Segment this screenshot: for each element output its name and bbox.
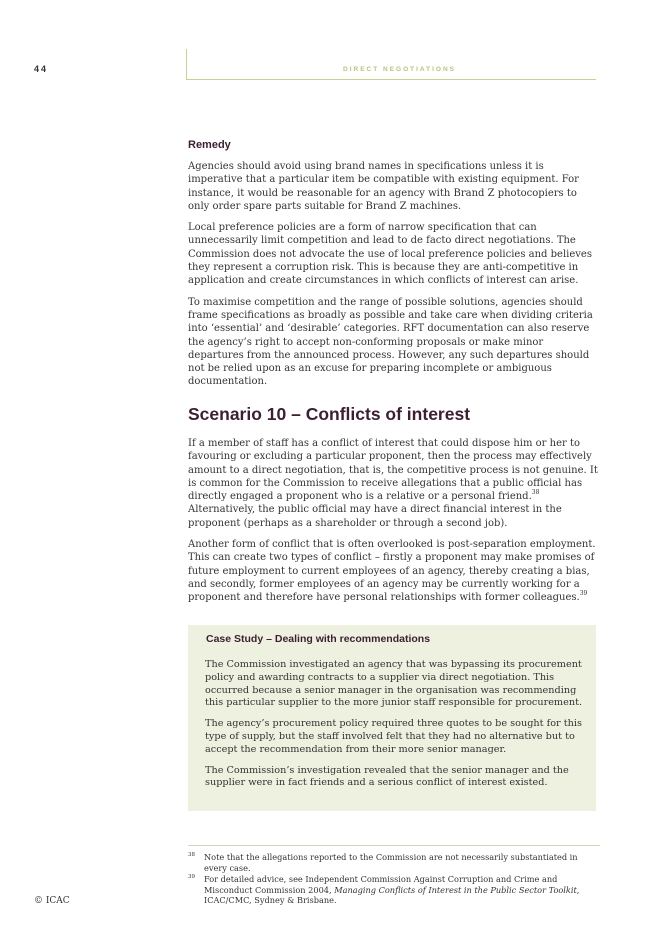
footnote-ref-38: 38 [531, 489, 540, 497]
scenario-paragraph-2-text: Another form of conflict that is often overlooked is post-separation employment. This can create two types of conflict – firstly a proponent may make promises of future employment to current employees of an agency, thereby creating a bias, and secondly, former employees of an agency may be currently working for a proponent and therefore have personal relationships with former colleagues. [188, 539, 596, 604]
footnote-38-text: Note that the allegations reported to the Commission are not necessarily substantiated in every case. [204, 852, 578, 873]
remedy-paragraph-2: Local preference policies are a form of narrow specification that can unnecessarily limit competition and lead to de facto direct negotiations. The Commission does not advocate the use of local preference policies and believes they represent a corruption risk. This is because they are anti-competitive in application and create circumstances in which conflicts of interest can arise. [188, 222, 592, 287]
case-study-body [205, 659, 590, 790]
remedy-paragraph-1: Agencies should avoid using brand names in specifications unless it is imperative that a particular item be compatible with existing equipment. For instance, it would be reasonable for an agency with Brand Z photocopiers to only order spare parts suitable for Brand Z machines. [188, 161, 579, 212]
footnote-39 [188, 874, 600, 906]
remedy-section [188, 160, 600, 389]
page-number: 44 [34, 64, 49, 74]
footnote-39-number: 39 [188, 874, 195, 880]
running-title: DIRECT NEGOTIATIONS [343, 66, 456, 73]
footnote-39-text-b: , ICAC/CMC, Sydney & Brisbane. [204, 884, 580, 905]
footnote-38-number: 38 [188, 852, 195, 858]
footnote-rule [188, 845, 600, 846]
footnote-ref-39: 39 [579, 590, 588, 598]
copyright: © ICAC [34, 896, 70, 906]
remedy-heading: Remedy [188, 139, 231, 151]
scenario-paragraph-1 [188, 437, 600, 530]
scenario-section [188, 437, 600, 605]
case-study-paragraph-1: The Commission investigated an agency that was bypassing its procurement policy and awarding contracts to a supplier via direct negotiation. This occurred because a senior manager in the organisation was recommending this particular supplier to the more junior staff responsible for procurement. [205, 659, 583, 709]
header-rule [187, 79, 596, 80]
remedy-paragraph-3: To maximise competition and the range of possible solutions, agencies should frame specifications as broadly as possible and take care when dividing criteria into ‘essential’ and ‘desirable’ categories. RFT documentation can also reserve the agency’s right to accept non-conforming proposals or make minor departures from the announced process. However, any such departures should not be relied upon as an excuse for preparing incomplete or ambiguous documentation. [188, 296, 593, 388]
footnote-39-text [204, 874, 600, 906]
footnote-39-text-a: For detailed advice, see Independent Commission Against Corruption and Crime and Misconduct Commission 2004, [204, 874, 558, 895]
case-study-paragraph-3: The Commission’s investigation revealed that the senior manager and the supplier were in fact friends and a serious conflict of interest existed. [205, 764, 569, 789]
scenario-heading: Scenario 10 – Conflicts of interest [188, 404, 471, 424]
case-study-paragraph-2: The agency’s procurement policy required three quotes to be sought for this type of supply, but the staff involved felt that they had no alternative but to accept the recommendation from their more senior manager. [205, 718, 582, 755]
scenario-paragraph-1-text: If a member of staff has a conflict of interest that could dispose him or her to favouring or excluding a particular proponent, then the process may effectively amount to a direct negotiation, that is, the competitive process is not genuine. It is common for the Commission to receive allegations that a public official has directly engaged a proponent who is a relative or a personal friend. [188, 438, 598, 503]
scenario-paragraph-1-text-cont: Alternatively, the public official may have a direct financial interest in the proponent (perhaps as a shareholder or through a second job). [188, 504, 562, 529]
footnote-39-title: Managing Conflicts of Interest in the Public Sector Toolkit [334, 884, 577, 895]
header-rule-vertical [186, 49, 187, 80]
footnote-38 [188, 852, 600, 873]
case-study-heading: Case Study – Dealing with recommendations [206, 633, 431, 645]
scenario-paragraph-2 [188, 538, 600, 604]
